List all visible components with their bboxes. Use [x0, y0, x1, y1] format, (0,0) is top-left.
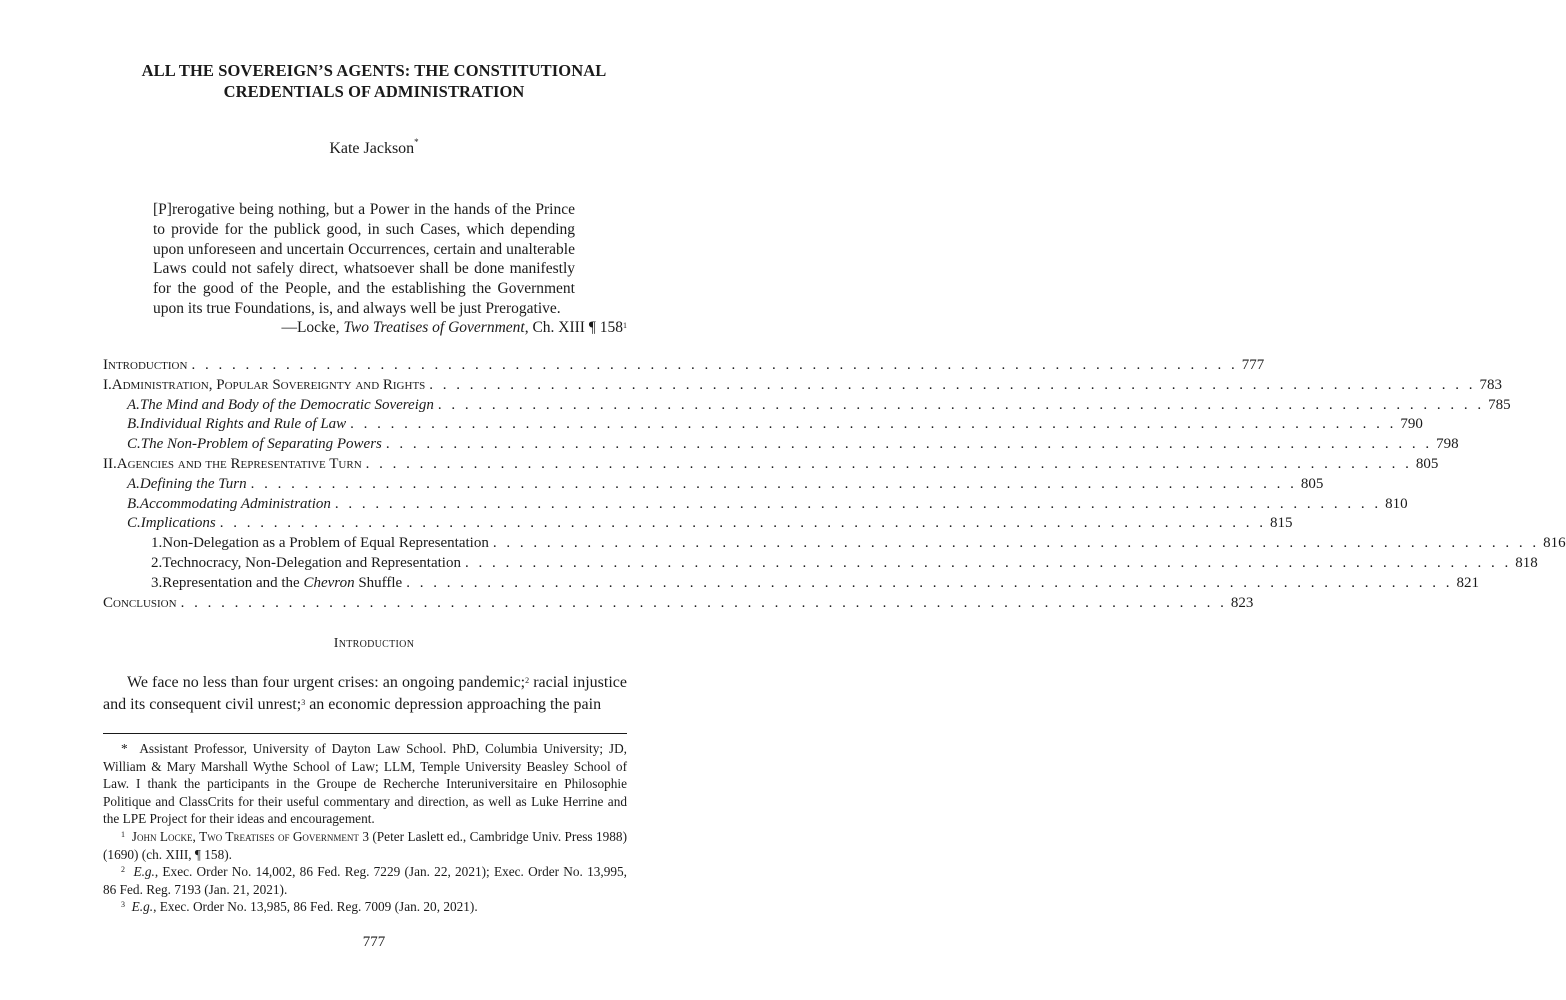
- footnote-mark: 1: [121, 829, 125, 839]
- body-text-part-2: racial injustice and its consequent civil unrest;: [103, 674, 628, 713]
- toc-entry-number: C.: [127, 436, 141, 453]
- toc-leader-dots: . . . . . . . . . . . . . . . . . . . . . . . . . . . . . . . . . . . . . . . . . . . . . . . . . . . . . . . . . . . . . . . . . . . . . . . . . . . . . .: [180, 594, 1227, 611]
- toc-entry-page: 798: [1436, 436, 1459, 453]
- footnote-divider: [103, 733, 627, 734]
- toc-entry-page: 821: [1456, 574, 1479, 591]
- body-text-part-3: an economic depression approaching the pain: [305, 696, 602, 713]
- toc-entry: [103, 594, 1254, 614]
- toc-entry-number: II.: [103, 455, 117, 472]
- toc-entry-label: Technocracy, Non-Delegation and Representation: [162, 554, 461, 571]
- toc-leader-dots: . . . . . . . . . . . . . . . . . . . . . . . . . . . . . . . . . . . . . . . . . . . . . . . . . . . . . . . . . . . . . . . . . . . . . . . . . . . . . .: [350, 416, 1397, 433]
- body-paragraph: [103, 672, 627, 716]
- footnote-text: 3 (Peter Laslett ed., Cambridge Univ. Press 1988) (1690) (ch. XIII, ¶ 158).: [103, 828, 628, 862]
- toc-entry-number: A.: [127, 475, 140, 492]
- toc-leader-dots: . . . . . . . . . . . . . . . . . . . . . . . . . . . . . . . . . . . . . . . . . . . . . . . . . . . . . . . . . . . . . . . . . . . . . . . . . . . . . .: [219, 515, 1267, 532]
- author-line: [0, 137, 748, 158]
- toc-leader-dots: . . . . . . . . . . . . . . . . . . . . . . . . . . . . . . . . . . . . . . . . . . . . . . . . . . . . . . . . . . . . . . . . . . . . . . . . . . . . . .: [464, 554, 1512, 571]
- toc-entry-page: 790: [1400, 416, 1423, 433]
- footnote-text: Assistant Professor, University of Dayton Law School. PhD, Columbia University; JD, William & Mary Marshall Wythe School of Law; LLM, Temple University Beasley School of Law. I thank the participants in the Groupe de Recherche Interuniversitaire en Philosophie Politique and ClassCrits for their useful commentary and direction, as well as Luke Herrine and the LPE Project for their ideas and encouragement.: [103, 741, 627, 827]
- toc-entry: [103, 574, 1479, 594]
- toc-entry: [103, 475, 1324, 495]
- toc-entry-label: Individual Rights and Rule of Law: [139, 416, 347, 433]
- toc-entry-label: Accommodating Administration: [139, 495, 331, 512]
- toc-entry: [103, 376, 1503, 396]
- toc-leader-dots: . . . . . . . . . . . . . . . . . . . . . . . . . . . . . . . . . . . . . . . . . . . . . . . . . . . . . . . . . . . . . . . . . . . . . . . . . . . . . .: [191, 357, 1238, 373]
- toc-leader-dots: . . . . . . . . . . . . . . . . . . . . . . . . . . . . . . . . . . . . . . . . . . . . . . . . . . . . . . . . . . . . . . . . . . . . . . . . . . . . . .: [334, 495, 1382, 512]
- toc-leader-dots: . . . . . . . . . . . . . . . . . . . . . . . . . . . . . . . . . . . . . . . . . . . . . . . . . . . . . . . . . . . . . . . . . . . . . . . . . . . . . .: [365, 455, 1412, 472]
- toc-label-after: Shuffle: [354, 574, 403, 591]
- footnote-ref-3: 3: [301, 698, 306, 707]
- table-of-contents: [103, 356, 1566, 613]
- toc-entry: [103, 415, 1423, 435]
- citation-work: Two Treatises of Government: [343, 319, 525, 336]
- toc-entry: [103, 435, 1459, 455]
- citation-prefix: —Locke,: [281, 319, 344, 336]
- toc-entry-number: 1.: [151, 535, 163, 552]
- footnote-author: John Locke: [131, 828, 193, 844]
- toc-entry-number: A.: [127, 396, 140, 413]
- toc-entry-page: 783: [1479, 376, 1503, 393]
- section-heading: Introduction: [333, 636, 415, 651]
- toc-leader-dots: . . . . . . . . . . . . . . . . . . . . . . . . . . . . . . . . . . . . . . . . . . . . . . . . . . . . . . . . . . . . . . . . . . . . . . . . . . . . . .: [406, 574, 1453, 591]
- footnote-1: $^1$ John Locke, Two Treatises of Government 3 (Peter Laslett ed., Cambridge Univ. Press 1988) (1690) (ch. XIII, ¶ 158).: [103, 828, 628, 862]
- toc-entry-page: 818: [1515, 554, 1538, 571]
- toc-entry-number: B.: [127, 495, 140, 512]
- toc-entry-number: C.: [127, 515, 141, 532]
- toc-entry-label: Implications: [140, 515, 216, 532]
- toc-entry-number: 3.: [151, 574, 163, 591]
- footnote-signal: E.g.: [131, 899, 154, 915]
- toc-entry: [103, 554, 1538, 574]
- footnote-text: , Exec. Order No. 13,985, 86 Fed. Reg. 7009 (Jan. 20, 2021).: [153, 899, 478, 915]
- footnote-mark: 2: [121, 865, 125, 875]
- article-title: [90, 60, 658, 102]
- toc-entry-label: Non-Delegation as a Problem of Equal Representation: [162, 535, 489, 552]
- toc-leader-dots: . . . . . . . . . . . . . . . . . . . . . . . . . . . . . . . . . . . . . . . . . . . . . . . . . . . . . . . . . . . . . . . . . . . . . . . . . . . . . .: [437, 396, 1485, 413]
- footnote-3: [103, 898, 627, 916]
- toc-entry: [103, 495, 1408, 515]
- toc-leader-dots: . . . . . . . . . . . . . . . . . . . . . . . . . . . . . . . . . . . . . . . . . . . . . . . . . . . . . . . . . . . . . . . . . . . . . . . . . . . . . .: [385, 436, 1433, 453]
- epigraph: [153, 200, 627, 336]
- toc-entry-label: [162, 574, 402, 594]
- toc-entry-label: Conclusion: [103, 594, 177, 611]
- toc-entry: [103, 534, 1566, 554]
- toc-entry-page: 805: [1415, 455, 1439, 472]
- toc-entry-page: 777: [1241, 357, 1265, 373]
- body-text-part-1: We face no less than four urgent crises: an ongoing pandemic;: [127, 674, 526, 691]
- toc-entry-label: Agencies and the Representative Turn: [116, 455, 362, 472]
- toc-label-italic: Chevron: [303, 574, 355, 591]
- toc-entry-label: Defining the Turn: [139, 475, 247, 492]
- toc-entry: [103, 455, 1439, 475]
- title-line-1: ALL THE SOVEREIGN’S AGENTS: THE CONSTITUTIONAL: [141, 61, 607, 80]
- toc-entry-page: 823: [1230, 594, 1254, 611]
- title-line-2: CREDENTIALS OF ADMINISTRATION: [223, 82, 525, 101]
- toc-entry-page: 810: [1385, 495, 1408, 512]
- footnote-mark: 3: [121, 900, 125, 910]
- toc-entry-number: I.: [103, 376, 112, 393]
- page-number: 777: [362, 934, 386, 950]
- toc-leader-dots: . . . . . . . . . . . . . . . . . . . . . . . . . . . . . . . . . . . . . . . . . . . . . . . . . . . . . . . . . . . . . . . . . . . . . . . . . . . . . .: [250, 475, 1297, 492]
- footnote-work: Two Treatises of Government: [199, 828, 359, 844]
- epigraph-text: [P]rerogative being nothing, but a Power in the hands of the Prince to provide for the publick good, in such Cases, which depending upon unforeseen and uncertain Occurrences, certain and unalterable Laws could not safely direct, whatsoever shall be done manifestly for the good of the People, and the establishing the Government upon its true Foundations, is, and always well be just Prerogative.: [153, 201, 575, 317]
- toc-entry: [103, 514, 1293, 534]
- citation-note-mark: 1: [623, 321, 627, 330]
- toc-leader-dots: . . . . . . . . . . . . . . . . . . . . . . . . . . . . . . . . . . . . . . . . . . . . . . . . . . . . . . . . . . . . . . . . . . . . . . . . . . . . . .: [492, 535, 1540, 552]
- toc-entry-label: Introduction: [103, 357, 188, 373]
- footnote-star: [103, 740, 627, 828]
- footnotes: [103, 740, 627, 916]
- toc-entry-page: 815: [1270, 515, 1293, 532]
- author-name: Kate Jackson: [329, 140, 415, 157]
- toc-label-before: Representation and the: [162, 574, 304, 591]
- toc-entry-label: The Mind and Body of the Democratic Sovereign: [139, 396, 434, 413]
- footnote-mark: *: [121, 741, 128, 756]
- toc-entry-page: 816: [1543, 535, 1566, 552]
- footnote-signal: E.g.: [133, 864, 155, 880]
- footnote-text: , Exec. Order No. 14,002, 86 Fed. Reg. 7229 (Jan. 22, 2021); Exec. Order No. 13,995, 86 Fed. Reg. 7193 (Jan. 21, 2021).: [103, 864, 627, 897]
- citation-suffix: , Ch. XIII ¶ 158: [524, 319, 623, 336]
- toc-entry-label: The Non-Problem of Separating Powers: [140, 436, 382, 453]
- footnote-2: [103, 863, 627, 898]
- toc-entry-page: 805: [1300, 475, 1324, 492]
- author-footnote-mark: *: [414, 137, 419, 147]
- toc-entry-number: 2.: [151, 554, 163, 571]
- toc-leader-dots: . . . . . . . . . . . . . . . . . . . . . . . . . . . . . . . . . . . . . . . . . . . . . . . . . . . . . . . . . . . . . . . . . . . . . . . . . . . . . .: [429, 376, 1476, 393]
- toc-entry-label: Administration, Popular Sovereignty and Rights: [111, 376, 426, 393]
- toc-entry-number: B.: [127, 416, 140, 433]
- toc-entry-page: 785: [1488, 396, 1511, 413]
- toc-entry: [103, 396, 1511, 416]
- toc-entry: [103, 356, 1265, 376]
- epigraph-citation: [153, 318, 627, 338]
- footnote-ref-2: 2: [525, 676, 530, 685]
